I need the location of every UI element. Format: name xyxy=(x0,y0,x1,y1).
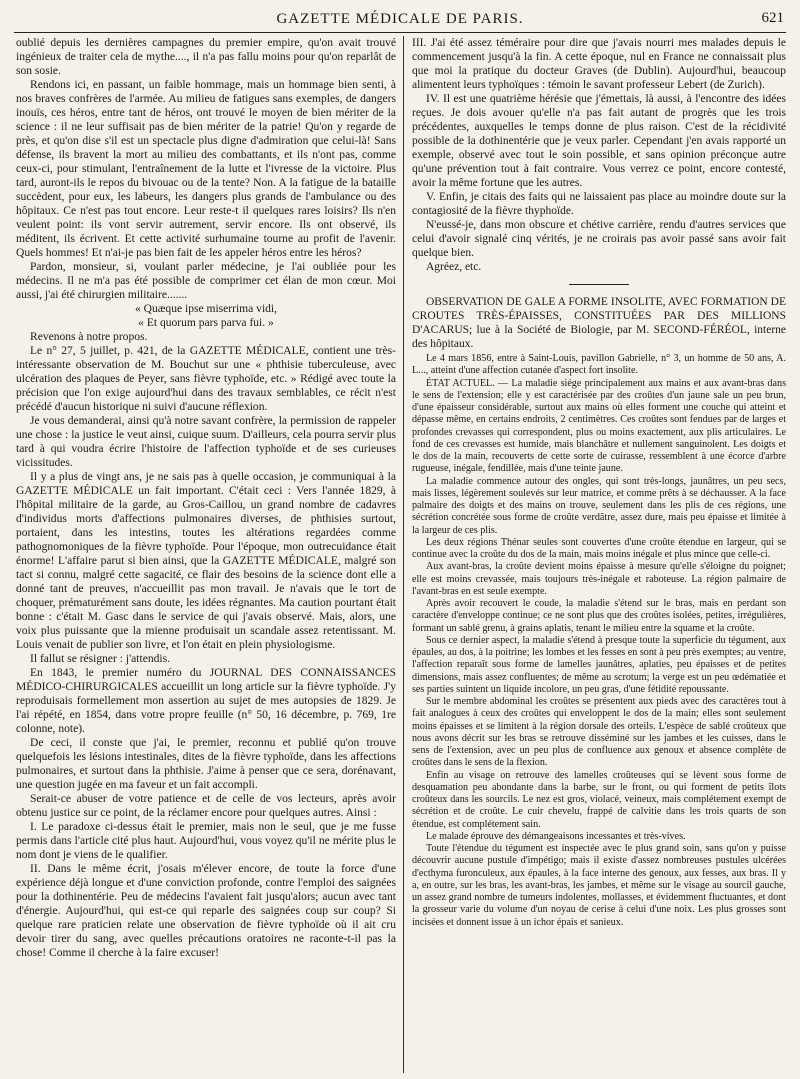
paragraph: De ceci, il conste que j'ai, le premier, reconnu et publié qu'on trouve quelquefois les lésions intestinales, dites de la fièvre typhoïde, dans les affections pulmonaires, et surtout dans la phthisie. J'aime à penser que ce sera, dorénavant, une question jugée en ma faveur et un fait accompli. xyxy=(16,737,396,791)
paragraph: IV. Il est une quatrième hérésie que j'émettais, là aussi, à l'encontre des idées reçues. Je dois avouer qu'elle n'a pas fait autant de progrès que les trois précédentes, auxquelles le temps donne de plus raison. C'est de la récidivité possible de la dothinentérie que je veux parler. Cependant j'en avais rapporté un exemple, observé avec tout le soin possible, et sans opinion préconçue autre qu'une prévention tout à fait contraire. Vous verrez ce point, encore contesté, avoir la même fortune que les autres. xyxy=(412,93,786,189)
article-title: OBSERVATION DE GALE A FORME INSOLITE, AVEC FORMATION DE CROUTES TRÈS-ÉPAISSES, CONSTITUÉES PAR DES MILLIONS D'ACARUS; lue à la Société de Biologie, par M. SECOND-FÉRÉOL, interne des hôpitaux. xyxy=(412,296,786,350)
paragraph: Il fallut se résigner : j'attendis. xyxy=(30,653,170,665)
paragraph: Revenons à notre propos. xyxy=(30,331,148,343)
section-separator xyxy=(569,284,629,285)
paragraph: Le malade éprouve des démangeaisons incessantes et très-vives. xyxy=(426,830,686,842)
paragraph: Il y a plus de vingt ans, je ne sais pas à quelle occasion, je communiquai à la GAZETTE MÉDICALE un fait important. C'était ceci : Vers l'année 1829, à l'hôpital militaire de la garde, au Gros-Caillou, un grand nombre de cadavres d'individus morts d'affections pulmonaires diverses, de phthisies surtout, portaient, dans les intestins, toutes les altérations regardées comme pathognomoniques de la fièvre typhoïde. Pour l'époque, mon outrecuidance était énorme! L'affaire parut si bien ainsi, que la GAZETTE MÉDICALE, malgré son tact si connu, malgré cette sagacité, ce flair des besoins de la science dont elle a donné tant de preuves, n'accueillit pas mon travail. Je n'avais que le tort de choquer, prématurément sans doute, les idées régnantes. Ma caution pourtant était bonne : c'était M. Gasc dans le service de qui j'avais observé. Mais, alors, une voix plus puissante que la mienne produisait un scandale assez retentissant. M. Louis venait de publier son livre, et l'on était en plein physiologisme. xyxy=(16,471,396,651)
paragraph: I. Le paradoxe ci-dessus était le premier, mais non le seul, que je me fusse permis dans l'article cité plus haut. Aujourd'hui, vous voyez qu'il ne mérite plus le nom dont je viens de le qualifier. xyxy=(16,821,396,861)
observation-heading xyxy=(412,295,786,351)
page-number: 621 xyxy=(761,10,784,26)
paragraph: Le n° 27, 5 juillet, p. 421, de la GAZETTE MÉDICALE, contient une très-intéressante observation de M. Bouchut sur une « phthisie tuberculeuse, avec ulcération des plaques de Peyer, sans fièvre typhoïde, etc. » Rédigé avec toute la précision que l'on exige aujourd'hui dans des travaux semblables, ce récit n'est précédé d'aucun historique ni suivi d'aucune réflexion. xyxy=(16,345,396,413)
paragraph: Pardon, monsieur, si, voulant parler médecine, je l'ai oubliée pour les médecins. Il ne m'a pas été possible de comprimer cet élan de mon cœur. Moi aussi, j'ai été chirurgien militaire....... xyxy=(16,261,396,301)
paragraph: Toute l'étendue du tégument est inspectée avec le plus grand soin, sans qu'on y puisse découvrir aucune pustule d'impétigo; mais il existe d'assez nombreuses pustules ulcérées d'ecthyma furonculeux, aux épaules, à la face interne des genoux, aux fesses, aux bras. Il y a, en outre, sur les bras, les avant-bras, les jambes, et même sur le visage au sourcil gauche, un assez grand nombre de tumeurs indolentes, mollasses, et évidemment fluctuantes, et dont la grosseur varie du volume d'un noyau de cerise à celui d'une noix. Les plus grosses sont incisées et donnent issue à un ichor épais et sanieux. xyxy=(412,843,786,928)
paragraph: Le 4 mars 1856, entre à Saint-Louis, pavillon Gabrielle, n° 3, un homme de 50 ans, A. L..., atteint d'une affection cutanée d'aspect fort insolite. xyxy=(412,353,786,377)
paragraph: Enfin au visage on retrouve des lamelles croûteuses qui se lèvent sous forme de desquamation peu abondante dans la barbe, sur le front, ou qui forment de petits îlots croûteux dans les sourcils. Le nez est gros, violacé, veineux, mais complétement exempt de sécrétion et de croûte. Le cuir chevelu, frappé de calvitie dans les trois quarts de son étendue, est complétement sain. xyxy=(412,769,786,830)
quote-line: « Quæque ipse miserrima vidi, xyxy=(134,303,278,315)
paragraph: ÉTAT ACTUEL. — La maladie siége principalement aux mains et aux avant-bras dans le sens de l'extension; elle y est caractérisée par des croûtes d'un jaune sale un peu brun, d'une épaisseur considérable, surtout aux mains où elles forment une couche qui atteint et dépasse même, en certains endroits, 2 centimètres. Ces croûtes sont fendues par de larges et profondes crevasses qui correspondent, plus ou moins exactement, aux plis articulaires. Le fond de ces crevasses est humide, mais blanchâtre et nullement sanguinolent. Les doigts et le dos de la main, recouverts de cette sorte de cuirasse, ressemblent à une écorce d'arbre rugueuse, inégale, fendillée, mais d'une teinte jaune. xyxy=(412,377,786,475)
right-column xyxy=(412,36,786,1073)
quote-line: « Et quorum pars parva fui. » xyxy=(138,317,274,329)
left-column xyxy=(16,36,396,1073)
paragraph: N'eussé-je, dans mon obscure et chétive carrière, rendu d'autres services que celui d'avoir signalé cinq vérités, je ne croirais pas avoir passé sans avoir fait quelque bien. xyxy=(412,219,786,259)
paragraph: Aux avant-bras, la croûte devient moins épaisse à mesure qu'elle s'éloigne du poignet; elle est moins crevassée, mais toujours très-inégale et raboteuse. La région palmaire de l'avant-bras en est seule exempte. xyxy=(412,561,786,597)
page-header xyxy=(14,6,786,33)
paragraph: Je vous demanderai, ainsi qu'à notre savant confrère, la permission de rappeler une chose : la justice le veut ainsi, cuique suum. D'ailleurs, cela pourra servir plus tard à qui voudra écrire l'histoire de l'affection typhoïde et de ses curieuses vicissitudes. xyxy=(16,415,396,469)
paragraph: Après avoir recouvert le coude, la maladie s'étend sur le bras, mais en perdant son caractère d'enveloppe continue; ce ne sont plus que des croûtes isolées, petites, irrégulières, formant un sablé grenu, à grains aplatis, tenant le milieu entre la squame et la croûte. xyxy=(412,598,786,634)
paragraph: oublié depuis les dernières campagnes du premier empire, qu'on avait trouvé ingénieux de traiter cela de mythe...., il n'a pas fallu moins pour qu'on reparlât de son sosie. xyxy=(16,37,396,77)
paragraph: V. Enfin, je citais des faits qui ne laissaient pas place au moindre doute sur la contagiosité de la fièvre thyphoïde. xyxy=(412,191,786,217)
paragraph: II. Dans le même écrit, j'osais m'élever encore, de toute la force d'une expérience déjà longue et d'une conviction profonde, contre l'emploi des saignées pour la dothinentérie. Peu de médecins l'avaient fait jusqu'alors; aucun avec tant d'énergie. Aujourd'hui, qui est-ce qui reparle des saignées coup sur coup? Si quelque rare praticien relate une observation de fièvre typhoïde où il ait cru devoir tirer du sang, avec quelles précautions oratoires ne raconte-t-il pas la chose! Comme il cherche à la faire excuser! xyxy=(16,863,396,959)
observation-body xyxy=(412,353,786,929)
paragraph: III. J'ai été assez téméraire pour dire que j'avais nourri mes malades depuis le commencement jusqu'à la fin. A cette époque, nul en France ne connaissait plus que moi la pratique du docteur Graves (de Dublin). Aujourd'hui, beaucoup alimentent leurs typhoïques : témoin le savant professeur Lebert (de Zurich). xyxy=(412,37,786,91)
letter-continuation xyxy=(412,36,786,274)
closing-salutation: Agréez, etc. xyxy=(426,261,482,273)
paragraph: Serait-ce abuser de votre patience et de celle de vos lecteurs, après avoir obtenu justice sur ce point, de la réclamer encore pour quelques autres. Ainsi : xyxy=(16,793,396,819)
paragraph: Rendons ici, en passant, un faible hommage, mais un hommage bien senti, à nos braves confrères de l'armée. Au milieu de fatigues sans exemples, de dangers inouïs, ces héros, entre tant de héros, ont trouvé le moyen de bien mériter de la science : il ne leur suffisait pas de bien mériter de la patrie! Qu'on y regarde de près, et qu'on dise s'il est un spectacle plus digne d'admiration que celui-là! Sans défense, ils bravent la mort au milieu des combattants, et ils n'ont pas, comme ceux-ci, pour stimulant, l'entraînement de la lutte et l'ivresse de la victoire. Plus tard, auront-ils le repos du bivouac ou de la tente? Non. A la fatigue de la bataille succèdent, pour eux, les labeurs, les dangers plus grands de l'ambulance ou des hôpitaux. Ce n'est pas tout encore. Leur reste-t il quelques rares loisirs? Ils n'en veulent point: ils vont servir autrement, servir encore. Ils ont observé, ils méditent, ils écrivent. Et cette activité surhumaine tourne au profit de l'avenir. Quels hommes! Et n'ai-je pas bien fait de les appeler héros entre les héros? xyxy=(16,79,396,259)
journal-title: GAZETTE MÉDICALE DE PARIS. xyxy=(276,10,524,27)
latin-quote xyxy=(16,302,396,330)
column-divider xyxy=(403,36,404,1073)
paragraph: Les deux régions Thénar seules sont couvertes d'une croûte étendue en largeur, qui se continue avec la croûte du dos de la main, mais moins inégale et plus mince que celle-ci. xyxy=(412,536,786,560)
paragraph: En 1843, le premier numéro du JOURNAL DES CONNAISSANCES MÉDICO-CHIRURGICALES accueillit un long article sur la fièvre typhoïde. J'y reproduisais formellement mon assertion au sujet de mes autopsies de 1829. Je l'ai répété, en 1854, dans votre propre feuille (n° 50, 16 décembre, p. 769, 1re colonne, note). xyxy=(16,667,396,735)
paragraph: Sur le membre abdominal les croûtes se présentent aux pieds avec des caractères tout à fait analogues à ceux des croûtes qui enveloppent le dos de la main; elles sont seulement moins épaisses et se limitent à la région dorsale des orteils. L'espèce de sablé croûteux que nous avons décrit sur les bras se retrouve disséminé sur les jambes et les cuisses, dans le sens de l'extension, avec un peu plus de confluence aux genoux et absence complète de croûtes dans le sens de la flexion. xyxy=(412,696,786,769)
paragraph: La maladie commence autour des ongles, qui sont très-longs, jaunâtres, un peu secs, mais lisses, légèrement soulevés sur leur matrice, et comme prêts à se déchausser. A la face palmaire des doigts et des mains on trouve, seulement dans les plis de ces régions, une sécrétion concrétée sous forme de croûte verdâtre, assez dure, mais peu épaisse et limitée à la largeur de ces plis. xyxy=(412,475,786,536)
paragraph: Sous ce dernier aspect, la maladie s'étend à presque toute la superficie du tégument, aux épaules, au dos, à la poitrine; les lombes et les fesses en sont à peu près exemptes; au ventre, l'affection reparaît sous forme de lamelles jaunâtres, aplaties, peu épaisses et de petites dimensions, mais assez confluentes; de même au scrotum; la verge est un peu œdématiée et ses parties suintent un liquide incolore, un peu gras, d'une fétidité repoussante. xyxy=(412,634,786,695)
